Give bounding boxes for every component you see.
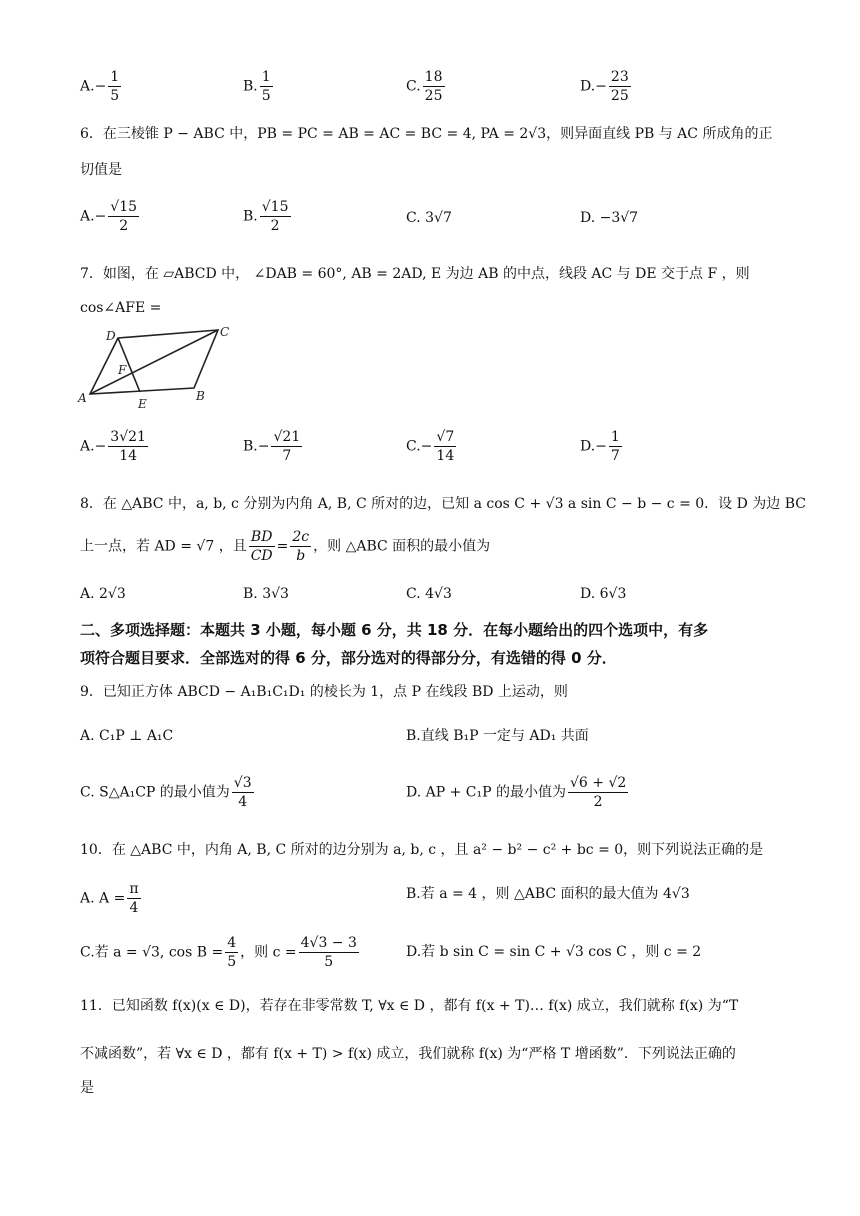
q10-stem: 10．在 △ABC 中，内角 A, B, C 所对的边分别为 a, b, c ，且 a² − b² − c² + bc = 0，则下列说法正确的是: [80, 842, 764, 858]
fraction: $\frac{4}{5}$: [227, 935, 237, 970]
label-e: E: [138, 397, 147, 411]
section2-heading-line2: 项符合题目要求．全部选对的得 6 分，部分选对的得部分分，有选错的得 0 分．: [80, 649, 617, 667]
q10-option-c: C.若 a = √3, cos B = $\frac{4}{5}$ ，则 c = $\frac{4√3 - 3}{5}$: [80, 935, 357, 970]
fraction: $\frac{√3}{4}$: [233, 775, 252, 810]
fraction: $\frac{1}{5}$: [110, 69, 120, 104]
q6-option-b: B. $\frac{√15}{2}$: [243, 199, 289, 234]
q9-option-b: B.直线 B₁P 一定与 AD₁ 共面: [406, 728, 589, 744]
fraction: $\frac{√6 + √2}{2}$: [569, 775, 627, 810]
q6-option-d: D. −3√7: [580, 210, 639, 226]
q10-option-b: B.若 a = 4 ，则 △ABC 面积的最大值为 4√3: [406, 886, 690, 902]
q10-option-a: A. A = $\frac{\pi}{4}$: [80, 881, 139, 916]
q8-option-d: D. 6√3: [580, 586, 627, 602]
fraction: $\frac{√15}{2}$: [110, 199, 138, 234]
q10-option-d: D.若 b sin C = sin C + √3 cos C ，则 c = 2: [406, 944, 702, 960]
q9-option-a: A. C₁P ⊥ A₁C: [80, 728, 174, 744]
fraction: $\frac{3√21}{14}$: [110, 429, 146, 464]
q8-option-b: B. 3√3: [243, 586, 289, 602]
fraction: $\frac{23}{25}$: [610, 69, 629, 104]
q8-option-c: C. 4√3: [406, 586, 452, 602]
q7-option-d: D.− $\frac{1}{7}$: [580, 429, 620, 464]
q5-option-d: D.− $\frac{23}{25}$: [580, 69, 629, 104]
label-d: D: [106, 329, 116, 343]
label-a: A: [78, 391, 87, 405]
fraction: $\frac{\pi}{4}$: [129, 881, 139, 916]
q5-option-a: A.− $\frac{1}{5}$: [80, 69, 120, 104]
q11-stem-line1: 11．已知函数 f(x)(x ∈ D)，若存在非零常数 T, ∀x ∈ D ，都有 f(x + T)… f(x) 成立，我们就称 f(x) 为“T: [80, 998, 739, 1014]
q7-option-b: B.− $\frac{√21}{7}$: [243, 429, 301, 464]
fraction: $\frac{√21}{7}$: [273, 429, 301, 464]
fraction: $\frac{1}{5}$: [261, 69, 271, 104]
label-f: F: [118, 363, 127, 377]
q5-option-b: B. $\frac{1}{5}$: [243, 69, 271, 104]
fraction-bd-cd: $\frac{BD}{CD}$: [250, 529, 273, 564]
fraction: $\frac{18}{25}$: [424, 69, 443, 104]
q9-option-d: D. AP + C₁P 的最小值为 $\frac{√6 + √2}{2}$: [406, 775, 627, 810]
q9-stem: 9．已知正方体 ABCD − A₁B₁C₁D₁ 的棱长为 1，点 P 在线段 BD 上运动，则: [80, 684, 568, 700]
q7-option-c: C.− $\frac{√7}{14}$: [406, 429, 455, 464]
q6-stem-line2: 切值是: [80, 162, 122, 178]
q6-option-c: C. 3√7: [406, 210, 452, 226]
fraction: $\frac{√15}{2}$: [261, 199, 289, 234]
fraction: $\frac{√7}{14}$: [436, 429, 455, 464]
fraction: $\frac{1}{7}$: [610, 429, 620, 464]
fraction: $\frac{4√3 - 3}{5}$: [300, 935, 357, 970]
q7-stem-line1: 7．如图，在 ▱ABCD 中， ∠DAB = 60°, AB = 2AD, E 为边 AB 的中点，线段 AC 与 DE 交于点 F ，则: [80, 266, 750, 282]
fraction-2c-b: $\frac{2c}{b}$: [292, 529, 310, 564]
q8-stem-line2: 上一点，若 AD = √7 ，且 $\frac{BD}{CD}$ = $\frac{2c}{b}$ ，则 △ABC 面积的最小值为: [80, 529, 491, 564]
q5-option-c: C. $\frac{18}{25}$: [406, 69, 443, 104]
label-c: C: [220, 325, 230, 339]
label-b: B: [196, 389, 205, 403]
q8-option-a: A. 2√3: [80, 586, 126, 602]
q8-stem-line1: 8．在 △ABC 中，a, b, c 分别为内角 A, B, C 所对的边，已知 a cos C + √3 a sin C − b − c = 0．设 D 为边 BC: [80, 496, 807, 512]
q11-stem-line3: 是: [80, 1080, 94, 1096]
q11-stem-line2: 不减函数”，若 ∀x ∈ D ，都有 f(x + T) > f(x) 成立，我们就称 f(x) 为“严格 T 增函数”．下列说法正确的: [80, 1046, 736, 1062]
q6-option-a: A.− $\frac{√15}{2}$: [80, 199, 138, 234]
section2-heading-line1: 二、多项选择题：本题共 3 小题，每小题 6 分，共 18 分．在每小题给出的四个选项中，有多: [80, 621, 709, 639]
q7-option-a: A.− $\frac{3√21}{14}$: [80, 429, 146, 464]
q9-option-c: C. S△A₁CP 的最小值为 $\frac{√3}{4}$: [80, 775, 252, 810]
q6-stem-line1: 6．在三棱锥 P − ABC 中，PB = PC = AB = AC = BC = 4, PA = 2√3，则异面直线 PB 与 AC 所成角的正: [80, 126, 773, 142]
parallelogram-figure: [76, 322, 236, 412]
q7-stem-line2: cos∠AFE =: [80, 300, 162, 316]
